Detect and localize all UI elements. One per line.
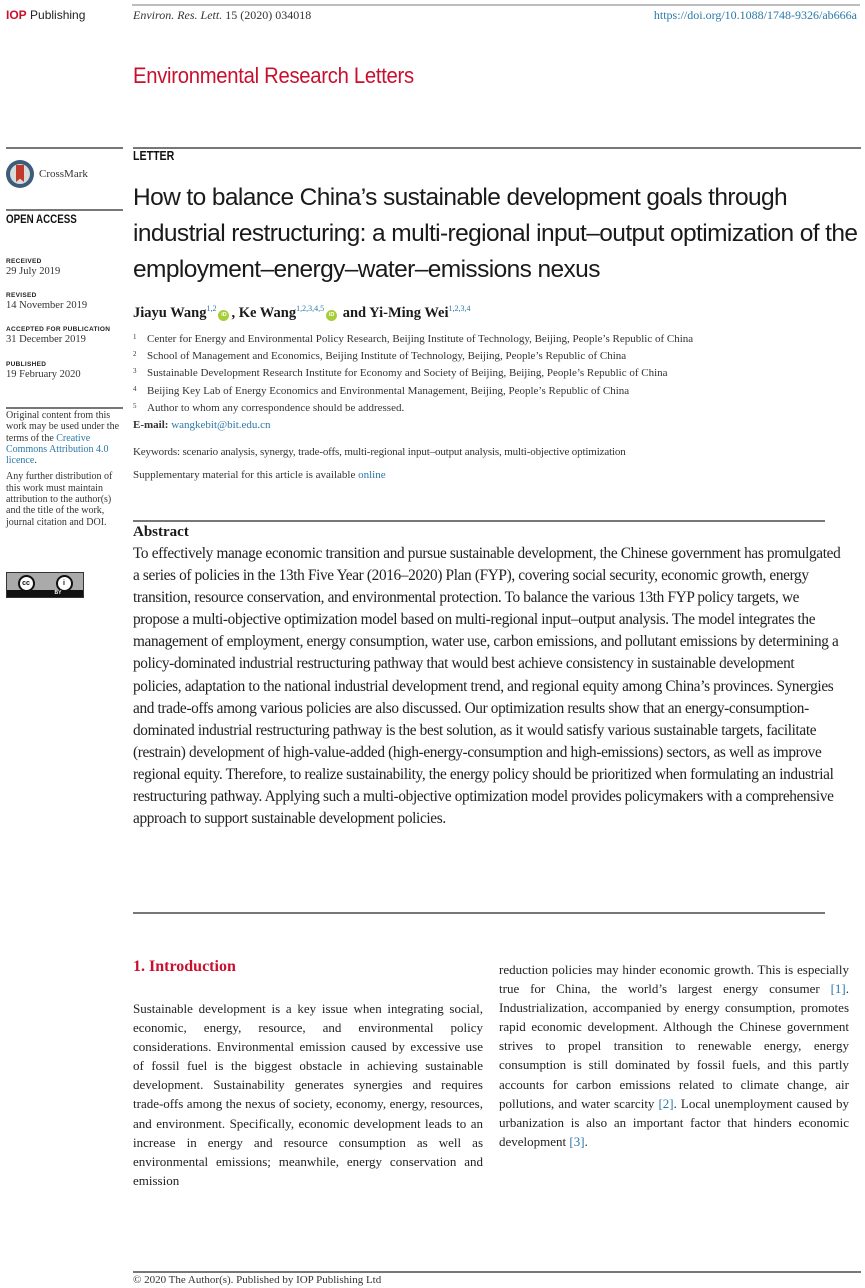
orcid-icon[interactable]: iD [218,310,229,321]
author-name[interactable]: Jiayu Wang [133,305,207,321]
affiliation-item: 5 Author to whom any correspondence should be addressed. [133,401,405,414]
cc-by-badge[interactable] [6,572,84,598]
supplementary-link[interactable]: online [358,469,386,481]
open-access-label: OPEN ACCESS [6,214,77,226]
abstract-bottom-rule [133,912,825,914]
email-link[interactable]: wangkebit@bit.edu.cn [171,419,271,431]
supplementary-material: Supplementary material for this article is available online [133,469,386,481]
affiliation-item: 1 Center for Energy and Environmental Policy Research, Beijing Institute of Technology, Beijing, People’s Republic of China [133,333,694,345]
author-list: Jiayu Wang$^{1,2}$iD , Ke Wang$^{1,2,3,4,5}$iD and Yi-Ming Wei$^{1,2,3,4}$ [133,304,471,321]
affiliations [133,330,693,416]
header-rule [132,4,860,6]
author-name[interactable]: Yi-Ming Wei [369,305,449,321]
abstract-heading: Abstract [133,524,189,540]
published-date: 19 February 2020 [6,369,81,380]
section-heading-introduction: 1. Introduction [133,958,236,975]
crossmark-button[interactable] [6,160,88,188]
title-rule [133,147,861,149]
copyright-notice: © 2020 The Author(s). Published by IOP Publishing Ltd [133,1274,382,1286]
cc-license-link[interactable]: Creative Commons Attribution 4.0 licence [6,432,109,467]
intro-column-left: Sustainable development is a key issue when integrating social, economic, energy, resource, and environmental policy considerations. Environmental emission caused by excessive use of fossil fuel is the biggest obstacle in achieving sustainable development. Sustainability generates synergies and requires trade-offs among the nexus of society, economy, energy, resources, and environment. Specifically, economic development leads to an increase in energy and resource consumption as well as environmental emissions; meanwhile, energy conservation and emission [133,1001,483,1188]
article-type: LETTER [133,149,175,163]
doi-link[interactable]: https://doi.org/10.1088/1748-9326/ab666a [653,8,857,22]
author-affil-refs: 1,2,3,4,5 [296,304,325,313]
revised-date: 14 November 2019 [6,300,88,311]
author-name[interactable]: Ke Wang [238,305,297,321]
author-affil-refs: 1,2 [206,304,217,313]
by-label: BY [7,590,83,597]
attribution-icon: i [56,575,73,592]
intro-column-right: reduction policies may hinder economic growth. This is especially true for China, the world’s largest energy consumer [1]. Industrialization, accompanied by energy consumption, promotes rapid economic development. Although the Chinese government strives to propel transition to renewable energy, energy consumption is still dominated by fossil fuels, and this partly accounts for carbon emissions related to climate change, air pollutions, and water scarcity [2]. Local unemployment caused by urbanization is also an important factor that hinders economic development [3]. [499,962,849,1149]
license-note: Any further distribution of this work must maintain attribution to the author(s) and the title of the work, journal citation and DOI. [6,471,113,528]
author-affil-refs: 1,2,3,4 [448,304,471,313]
article-title: How to balance China’s sustainable development goals through industrial restructuring: a multi-regional input–output optimization of the employment–energy–water–emissions nexus [133,184,858,283]
keywords: Keywords: scenario analysis, synergy, trade-offs, multi-regional input–output analysis, multi-objective optimization [133,446,626,458]
affiliation-item: 3 Sustainable Development Research Institute for Economy and Society of Beijing, Beijing, People’s Republic of China [133,367,668,380]
received-label: RECEIVED [6,258,42,265]
citation-link[interactable]: [2] [658,1095,674,1111]
crossmark-label: CrossMark [39,168,88,180]
citation-link[interactable]: [3] [569,1133,585,1149]
cc-icon: cc [18,575,35,592]
abstract-top-rule [133,520,825,522]
sidebar-rule [6,147,123,149]
license-text: Original content from this work may be used under the terms of the Creative Commons Attribution 4.0 licence. Any further distribution of this work must maintain attribution to the author(s) and the title of the work, journal citation and DOI. [6,410,128,528]
received-date: 29 July 2019 [6,266,61,277]
accepted-date: 31 December 2019 [6,334,86,345]
citation-link[interactable]: [1] [830,981,846,997]
affiliation-item: 4 Beijing Key Lab of Energy Economics and Environmental Management, Beijing, People’s Republic of China [133,384,630,397]
abstract-text: To effectively manage economic transition and pursue sustainable development, the Chinese government has promulgated a series of policies in the 13th Five Year (2016–2020) Plan (FYP), covering social security, economic growth, energy transition, resource conservation, and environmental protection. To balance the various 13th FYP policy targets, we propose a multi-objective optimization model based on multi-regional input–output analysis. The model integrates the management of employment, energy consumption, water use, carbon emissions, and pollutant emissions by determining a policy-dominated industrial restructuring pathway that would best achieve consistency in sustainable development policies, adaptation to the national industrial development trend, and regional equity among China’s provinces. Synergies and trade-offs among various policies are also discussed. Our optimization results show that an energy-consumption-dominated industrial restructuring pathway is the best solution, as it would satisfy various sustainable targets, facilitate (restrain) development of high-value-added (high-energy-consumption and high-emissions) sectors, as well as improve regional equity. Therefore, to realize sustainability, the energy policy should be prioritized when formulating an industrial restructuring pathway. Applying such a multi-objective optimization model provides policymakers with a comprehensive approach to support sustainable development policies. [133,545,841,828]
sidebar-rule [6,407,123,409]
journal-reference: Environ. Res. Lett. 15 (2020) 034018 [133,8,312,22]
orcid-icon[interactable]: iD [326,310,337,321]
revised-label: REVISED [6,292,37,299]
correspondence-email: E-mail: wangkebit@bit.edu.cn [133,419,271,431]
affiliation-item: 2 School of Management and Economics, Beijing Institute of Technology, Beijing, People’s Republic of China [133,350,627,363]
crossmark-icon [6,160,34,188]
iop-publishing-logo[interactable]: IOP Publishing [6,8,86,22]
sidebar-rule [6,209,123,211]
footer-rule [133,1271,861,1273]
published-label: PUBLISHED [6,361,47,368]
journal-title[interactable]: Environmental Research Letters [133,63,414,88]
accepted-label: ACCEPTED FOR PUBLICATION [6,326,111,333]
